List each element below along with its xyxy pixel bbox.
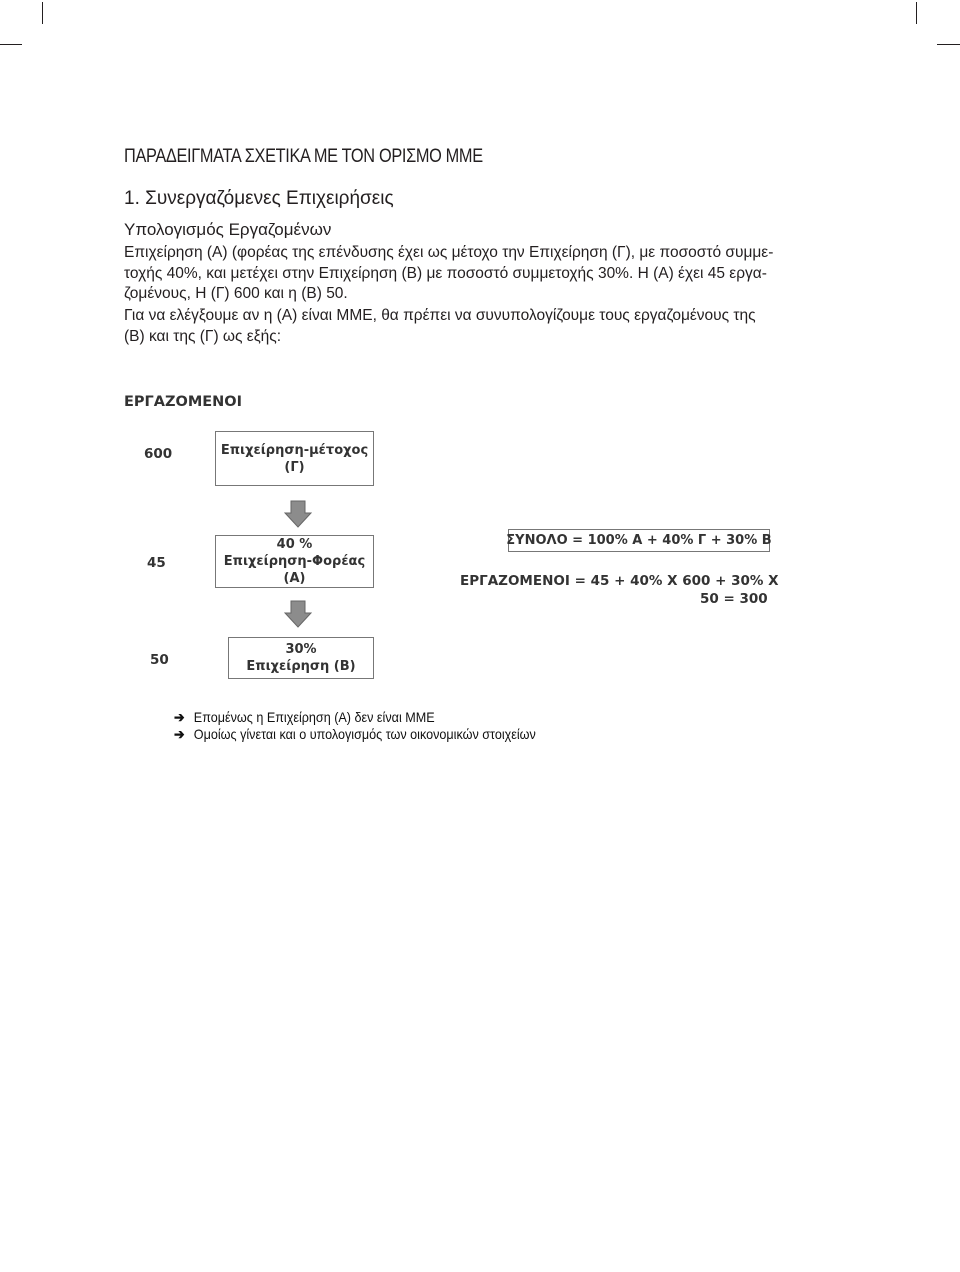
paragraph-line: ζομένους, Η (Γ) 600 και η (Β) 50. [124,285,348,302]
crop-mark [0,44,22,45]
conclusion-item [174,709,435,726]
sub-heading: Υπολογισμός Εργαζομένων [124,220,332,239]
crop-mark [916,2,917,24]
paragraph-ownership [124,243,784,305]
box-shareholder-g [215,431,374,486]
box-carrier-a [215,535,374,588]
employee-count-g: 600 [144,446,173,462]
employee-count-b: 50 [150,652,169,668]
paragraph-line: τοχής 40%, και μετέχει στην Επιχείρηση (Β) με ποσοστό συμμετοχής 30%. Η (Α) έχει 45 εργα- [124,264,767,282]
box-line: 30% [285,642,317,657]
paragraph-calculation-intro [124,306,784,347]
box-line: Επιχείρηση-Φορέας (Α) [223,554,366,586]
employee-calculation-line: ΕΡΓΑΖΟΜΕΝΟΙ = 45 + 40% Χ 600 + 30% Χ [460,573,779,589]
box-enterprise-b [228,637,374,679]
conclusion-text: Ομοίως γίνεται και ο υπολογισμός των οικονομικών στοιχείων [193,726,536,742]
box-line: Επιχείρηση (Β) [246,659,356,674]
conclusion-item [174,726,536,743]
box-line: Επιχείρηση-μέτοχος [220,442,369,458]
conclusion-text: Επομένως η Επιχείρηση (Α) δεν είναι ΜΜΕ [193,709,435,725]
page-title: ΠΑΡΑΔΕΙΓΜΑΤΑ ΣΧΕΤΙΚΑ ΜΕ ΤΟΝ ΟΡΙΣΜΟ ΜΜΕ [124,146,483,167]
box-line: 40 % [276,537,313,552]
arrow-right-icon: ➔ [174,726,185,742]
employee-calculation-result: 50 = 300 [700,591,768,607]
down-arrow-icon [284,500,312,528]
paragraph-line: (Β) και της (Γ) ως εξής: [124,327,282,345]
employee-count-a: 45 [147,555,166,571]
paragraph-line: Επιχείρηση (Α) (φορέας της επένδυσης έχει ως μέτοχο την Επιχείρηση (Γ), με ποσοστό συμμε- [124,244,774,261]
crop-mark [937,44,960,45]
down-arrow-icon [284,600,312,628]
box-line: (Γ) [284,459,305,475]
diagram-title: ΕΡΓΑΖΟΜΕΝΟΙ [124,394,243,410]
total-formula-box: ΣΥΝΟΛΟ = 100% Α + 40% Γ + 30% Β [508,529,770,552]
arrow-right-icon: ➔ [174,709,185,725]
section-heading: 1. Συνεργαζόμενες Επιχειρήσεις [124,188,394,209]
paragraph-line: Για να ελέγξουμε αν η (Α) είναι ΜΜΕ, θα πρέπει να συνυπολογίζουμε τους εργαζομένους της [124,307,756,324]
crop-mark [42,2,43,24]
